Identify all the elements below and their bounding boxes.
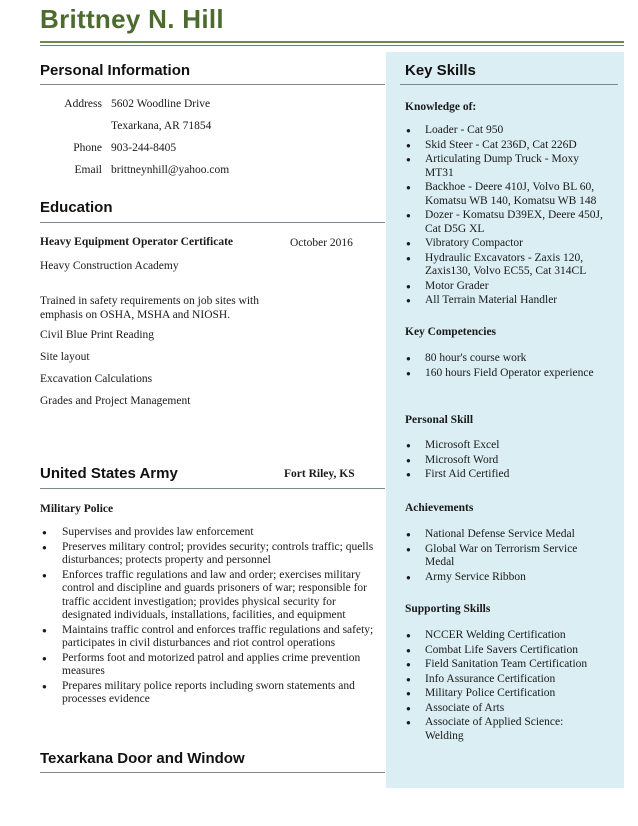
school-name: Heavy Construction Academy xyxy=(40,260,179,272)
certificate-date: October 2016 xyxy=(290,237,353,249)
personal-skill-item: ● Microsoft Excel xyxy=(404,439,604,453)
supporting-skill-item: ● NCCER Welding Certification xyxy=(404,629,604,643)
section-underline xyxy=(40,488,385,489)
knowledge-item: ● All Terrain Material Handler xyxy=(404,294,604,308)
resume-name: Brittney N. Hill xyxy=(40,4,224,34)
course-item: Site layout xyxy=(40,351,90,363)
personal-skill-list xyxy=(404,439,604,483)
knowledge-item: ● Hydraulic Excavators - Zaxis 120, Zaxis130, Volvo EC55, Cat 314CL xyxy=(404,252,604,279)
texarkana-heading: Texarkana Door and Window xyxy=(40,750,245,767)
duty-item: ● Performs foot and motorized patrol and applies crime prevention measures xyxy=(40,652,378,679)
section-underline xyxy=(40,222,385,223)
knowledge-item: ● Skid Steer - Cat 236D, Cat 226D xyxy=(404,139,604,153)
duty-item: ● Maintains traffic control and enforces traffic regulations and safety; participates in civil disturbances and riot control operations xyxy=(40,624,378,651)
achievements-heading: Achievements xyxy=(405,502,474,514)
personal-skill-item: ● First Aid Certified xyxy=(404,468,604,482)
address-line2: Texarkana, AR 71854 xyxy=(111,120,212,132)
knowledge-item: ● Articulating Dump Truck - Moxy MT31 xyxy=(404,153,604,180)
competency-item: ● 80 hour's course work xyxy=(404,352,604,366)
supporting-skills-list xyxy=(404,629,604,744)
army-location: Fort Riley, KS xyxy=(284,468,355,480)
supporting-skill-item: ● Field Sanitation Team Certification xyxy=(404,658,604,672)
achievement-item: ● Army Service Ribbon xyxy=(404,571,604,585)
phone-label: Phone xyxy=(73,142,102,154)
army-heading: United States Army xyxy=(40,465,178,482)
competencies-heading: Key Competencies xyxy=(405,326,497,338)
achievement-item: ● National Defense Service Medal xyxy=(404,528,604,542)
phone-value: 903-244-8405 xyxy=(111,142,177,154)
header-rule-thin xyxy=(40,45,624,46)
knowledge-list xyxy=(404,124,604,309)
section-underline xyxy=(400,84,618,85)
knowledge-heading: Knowledge of: xyxy=(405,101,477,113)
achievement-item: ● Global War on Terrorism Service Medal xyxy=(404,543,604,570)
knowledge-item: ● Dozer - Komatsu D39EX, Deere 450J, Cat D5G XL xyxy=(404,209,604,236)
section-underline xyxy=(40,84,385,85)
supporting-skill-item: ● Combat Life Savers Certification xyxy=(404,644,604,658)
knowledge-item: ● Loader - Cat 950 xyxy=(404,124,604,138)
knowledge-item: ● Backhoe - Deere 410J, Volvo BL 60, Komatsu WB 140, Komatsu WB 148 xyxy=(404,181,604,208)
duties-list xyxy=(40,526,378,708)
address-line1: 5602 Woodline Drive xyxy=(111,98,211,110)
personal-skill-heading: Personal Skill xyxy=(405,414,474,426)
course-item: Excavation Calculations xyxy=(40,373,153,385)
training-description: Trained in safety requirements on job sites with emphasis on OSHA, MSHA and NIOSH. xyxy=(40,295,259,321)
header-rule xyxy=(40,41,624,43)
contact-table xyxy=(54,98,229,186)
knowledge-item: ● Motor Grader xyxy=(404,280,604,294)
duty-item: ● Supervises and provides law enforcement xyxy=(40,526,378,540)
duty-item: ● Prepares military police reports including sworn statements and processes evidence xyxy=(40,680,378,707)
achievements-list xyxy=(404,528,604,585)
competency-item: ● 160 hours Field Operator experience xyxy=(404,367,604,381)
duty-item: ● Preserves military control; provides security; controls traffic; quells disturbances; protects property and personnel xyxy=(40,541,378,568)
email-value: brittneynhill@yahoo.com xyxy=(111,164,230,176)
supporting-skill-item: ● Info Assurance Certification xyxy=(404,673,604,687)
supporting-skill-item: ● Associate of Arts xyxy=(404,702,604,716)
course-item: Grades and Project Management xyxy=(40,395,191,407)
duty-item: ● Enforces traffic regulations and law and order; exercises military control and discipline and guards prisoners of war; responsible for traffic accident investigation; provides physical security for designated individuals, installations, facilities, and equipment xyxy=(40,569,378,623)
competencies-list xyxy=(404,352,604,381)
army-role: Military Police xyxy=(40,503,114,515)
education-heading: Education xyxy=(40,199,113,216)
course-item: Civil Blue Print Reading xyxy=(40,329,155,341)
certificate-title: Heavy Equipment Operator Certificate xyxy=(40,236,234,248)
supporting-skill-item: ● Associate of Applied Science: Welding xyxy=(404,716,604,743)
address-label: Address xyxy=(64,98,102,110)
key-skills-heading: Key Skills xyxy=(405,62,476,79)
section-underline xyxy=(40,772,385,773)
supporting-skill-item: ● Military Police Certification xyxy=(404,687,604,701)
personal-skill-item: ● Microsoft Word xyxy=(404,454,604,468)
knowledge-item: ● Vibratory Compactor xyxy=(404,237,604,251)
personal-info-heading: Personal Information xyxy=(40,62,191,79)
supporting-skills-heading: Supporting Skills xyxy=(405,603,491,615)
email-label: Email xyxy=(74,164,102,176)
